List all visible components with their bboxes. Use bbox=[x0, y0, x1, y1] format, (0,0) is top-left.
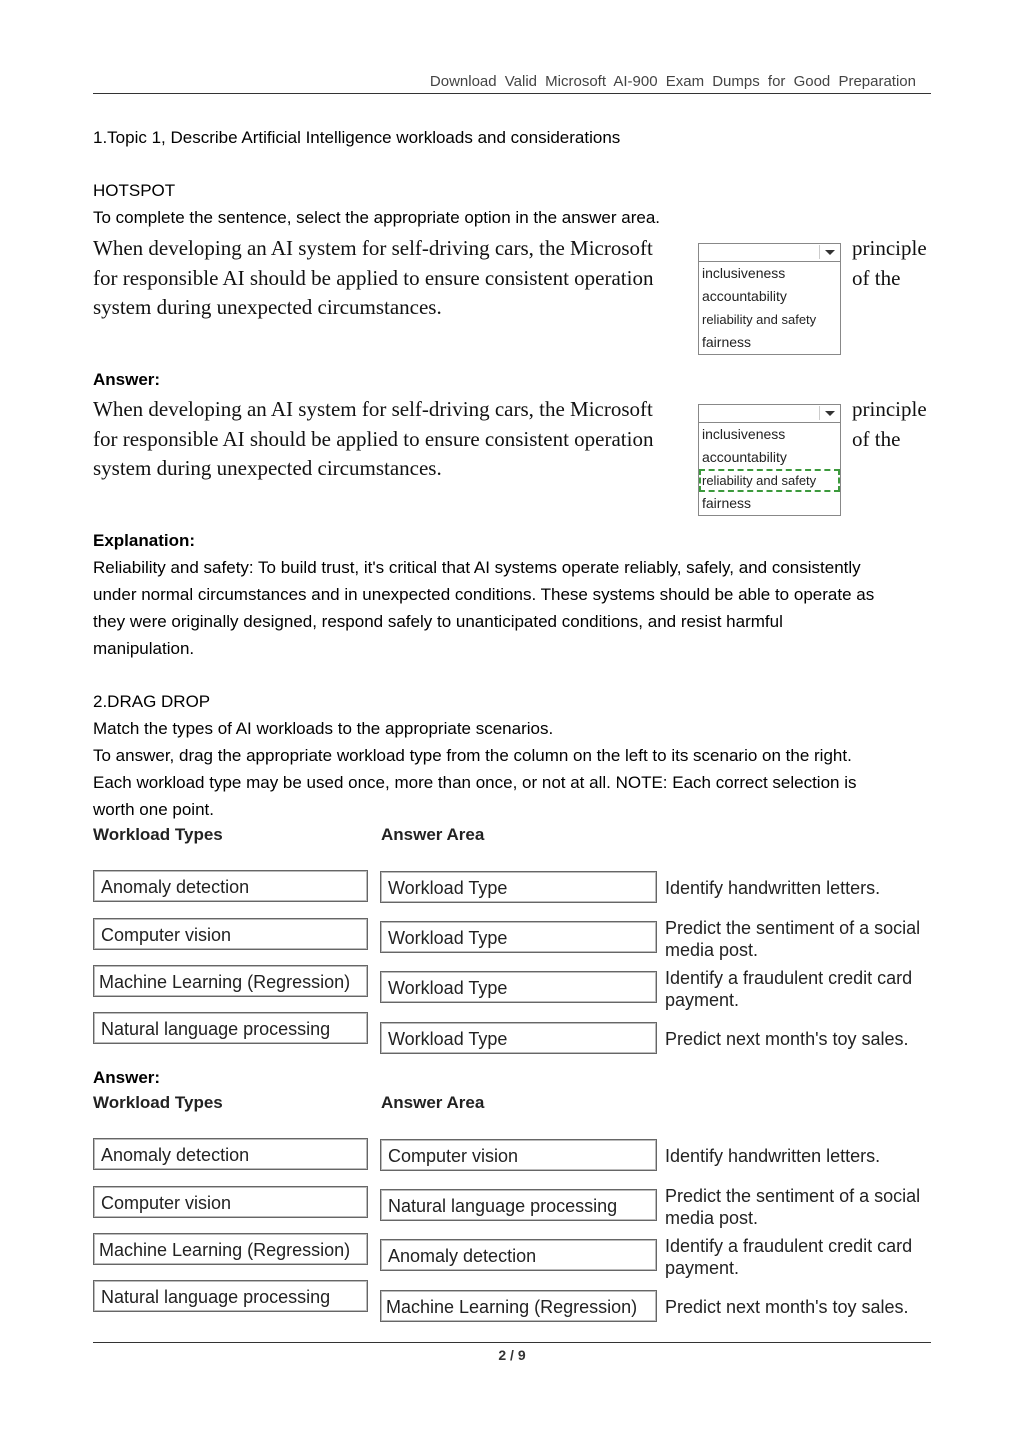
q2-line: worth one point. bbox=[93, 800, 214, 819]
answer-drop-target[interactable]: Workload Type bbox=[380, 1022, 657, 1054]
scenario-line: Identify a fraudulent credit card bbox=[665, 968, 913, 988]
q1-sentence-right-line: principle bbox=[852, 397, 927, 421]
chevron-down-icon[interactable] bbox=[819, 245, 838, 259]
dropdown-option[interactable]: inclusiveness bbox=[702, 265, 786, 281]
q1-dropdown-head[interactable] bbox=[699, 244, 840, 262]
answer-area-heading: Answer Area bbox=[381, 1093, 485, 1112]
scenario-line: payment. bbox=[665, 990, 740, 1010]
workload-type-item[interactable]: Computer vision bbox=[93, 918, 368, 950]
workload-type-item[interactable]: Machine Learning (Regression) bbox=[93, 1233, 368, 1265]
answer-drop-target[interactable]: Computer vision bbox=[380, 1139, 657, 1171]
q1-answer-label: Answer: bbox=[93, 370, 161, 389]
scenario-text bbox=[665, 1185, 945, 1229]
q1-answer-sentence bbox=[93, 395, 693, 484]
scenario-line: Identify handwritten letters. bbox=[665, 1146, 881, 1166]
scenario-text bbox=[665, 1145, 945, 1167]
workload-type-item[interactable]: Computer vision bbox=[93, 1186, 368, 1218]
workload-type-item[interactable]: Natural language processing bbox=[93, 1280, 368, 1312]
scenario-line: Predict next month's toy sales. bbox=[665, 1029, 909, 1049]
answer-area-heading: Answer Area bbox=[381, 825, 485, 844]
q1-instruction: To complete the sentence, select the appropriate option in the answer area. bbox=[93, 208, 661, 227]
page-header: Download Valid Microsoft AI-900 Exam Dumps for Good Preparation bbox=[429, 73, 916, 90]
q1-sentence-line: for responsible AI should be applied to ensure consistent operation bbox=[93, 426, 654, 451]
answer-drop-target[interactable]: Workload Type bbox=[380, 971, 657, 1003]
scenario-text bbox=[665, 917, 945, 961]
q1-explanation-line: they were originally designed, respond safely to unanticipated conditions, and resist harmful bbox=[93, 612, 783, 631]
page-number: 2 / 9 bbox=[498, 1347, 526, 1363]
dropdown-option[interactable]: accountability bbox=[702, 288, 787, 304]
workload-type-item[interactable]: Anomaly detection bbox=[93, 870, 368, 902]
q1-title: 1.Topic 1, Describe Artificial Intelligence workloads and considerations bbox=[93, 128, 621, 147]
scenario-line: Identify handwritten letters. bbox=[665, 878, 881, 898]
q1-answer-sentence-right bbox=[852, 395, 942, 454]
scenario-text bbox=[665, 1235, 945, 1279]
workload-types-heading: Workload Types bbox=[93, 825, 223, 844]
scenario-line: Predict the sentiment of a social bbox=[665, 918, 921, 938]
dropdown-option[interactable]: reliability and safety bbox=[702, 312, 817, 327]
q1-dropdown[interactable] bbox=[698, 243, 841, 355]
scenario-line: media post. bbox=[665, 1208, 759, 1228]
q1-explanation-line: under normal circumstances and in unexpected conditions. These systems should be able to operate as bbox=[93, 585, 875, 604]
q1-sentence-right-line: of the bbox=[852, 265, 901, 290]
q2-line: Each workload type may be used once, more than once, or not at all. NOTE: Each correct selection is bbox=[93, 773, 857, 792]
answer-drop-target[interactable]: Machine Learning (Regression) bbox=[380, 1290, 657, 1322]
scenario-line: Predict next month's toy sales. bbox=[665, 1297, 909, 1317]
q1-dropdown-head[interactable] bbox=[699, 405, 840, 423]
header-rule bbox=[93, 93, 931, 94]
q1-sentence-line: When developing an AI system for self-driving cars, the Microsoft bbox=[93, 236, 653, 260]
answer-drop-target[interactable]: Natural language processing bbox=[380, 1189, 657, 1221]
q1-sentence-right bbox=[852, 234, 942, 293]
scenario-text bbox=[665, 1296, 945, 1318]
q1-type: HOTSPOT bbox=[93, 181, 176, 200]
q1-sentence-line: system during unexpected circumstances. bbox=[93, 456, 442, 480]
q1-explanation-line: Reliability and safety: To build trust, it's critical that AI systems operate reliably, safely, and consistently bbox=[93, 558, 861, 577]
q1-sentence-right-line: of the bbox=[852, 426, 901, 451]
scenario-text bbox=[665, 967, 945, 1011]
q1-answer-dropdown[interactable] bbox=[698, 404, 841, 516]
scenario-line: media post. bbox=[665, 940, 759, 960]
dropdown-option[interactable]: inclusiveness bbox=[702, 426, 786, 442]
chevron-down-icon[interactable] bbox=[819, 406, 838, 420]
scenario-line: payment. bbox=[665, 1258, 740, 1278]
answer-drop-target[interactable]: Workload Type bbox=[380, 921, 657, 953]
q2-line: To answer, drag the appropriate workload type from the column on the left to its scenario on the right. bbox=[93, 746, 852, 765]
scenario-line: Predict the sentiment of a social bbox=[665, 1186, 921, 1206]
workload-type-item[interactable]: Natural language processing bbox=[93, 1012, 368, 1044]
workload-types-heading: Workload Types bbox=[93, 1093, 223, 1112]
answer-drop-target[interactable]: Anomaly detection bbox=[380, 1239, 657, 1271]
q2-answer-label: Answer: bbox=[93, 1068, 161, 1087]
q1-sentence-line: system during unexpected circumstances. bbox=[93, 295, 442, 319]
footer-rule bbox=[93, 1342, 931, 1343]
q1-sentence-line: for responsible AI should be applied to ensure consistent operation bbox=[93, 265, 654, 290]
q1-sentence-line: When developing an AI system for self-driving cars, the Microsoft bbox=[93, 397, 653, 421]
scenario-text bbox=[665, 1028, 945, 1050]
workload-type-item[interactable]: Anomaly detection bbox=[93, 1138, 368, 1170]
q1-explanation-line: manipulation. bbox=[93, 639, 195, 658]
q1-sentence-right-line: principle bbox=[852, 236, 927, 260]
scenario-line: Identify a fraudulent credit card bbox=[665, 1236, 913, 1256]
q1-sentence bbox=[93, 234, 693, 323]
answer-drop-target[interactable]: Workload Type bbox=[380, 871, 657, 903]
q1-explanation-label: Explanation: bbox=[93, 531, 196, 550]
q2-line: Match the types of AI workloads to the appropriate scenarios. bbox=[93, 719, 554, 738]
dropdown-option[interactable]: accountability bbox=[702, 449, 787, 465]
dropdown-option-selected[interactable]: reliability and safety bbox=[699, 469, 840, 492]
q2-title: 2.DRAG DROP bbox=[93, 692, 211, 711]
scenario-text bbox=[665, 877, 945, 899]
workload-type-item[interactable]: Machine Learning (Regression) bbox=[93, 965, 368, 997]
dropdown-option[interactable]: fairness bbox=[702, 495, 752, 511]
dropdown-option[interactable]: fairness bbox=[702, 334, 752, 350]
